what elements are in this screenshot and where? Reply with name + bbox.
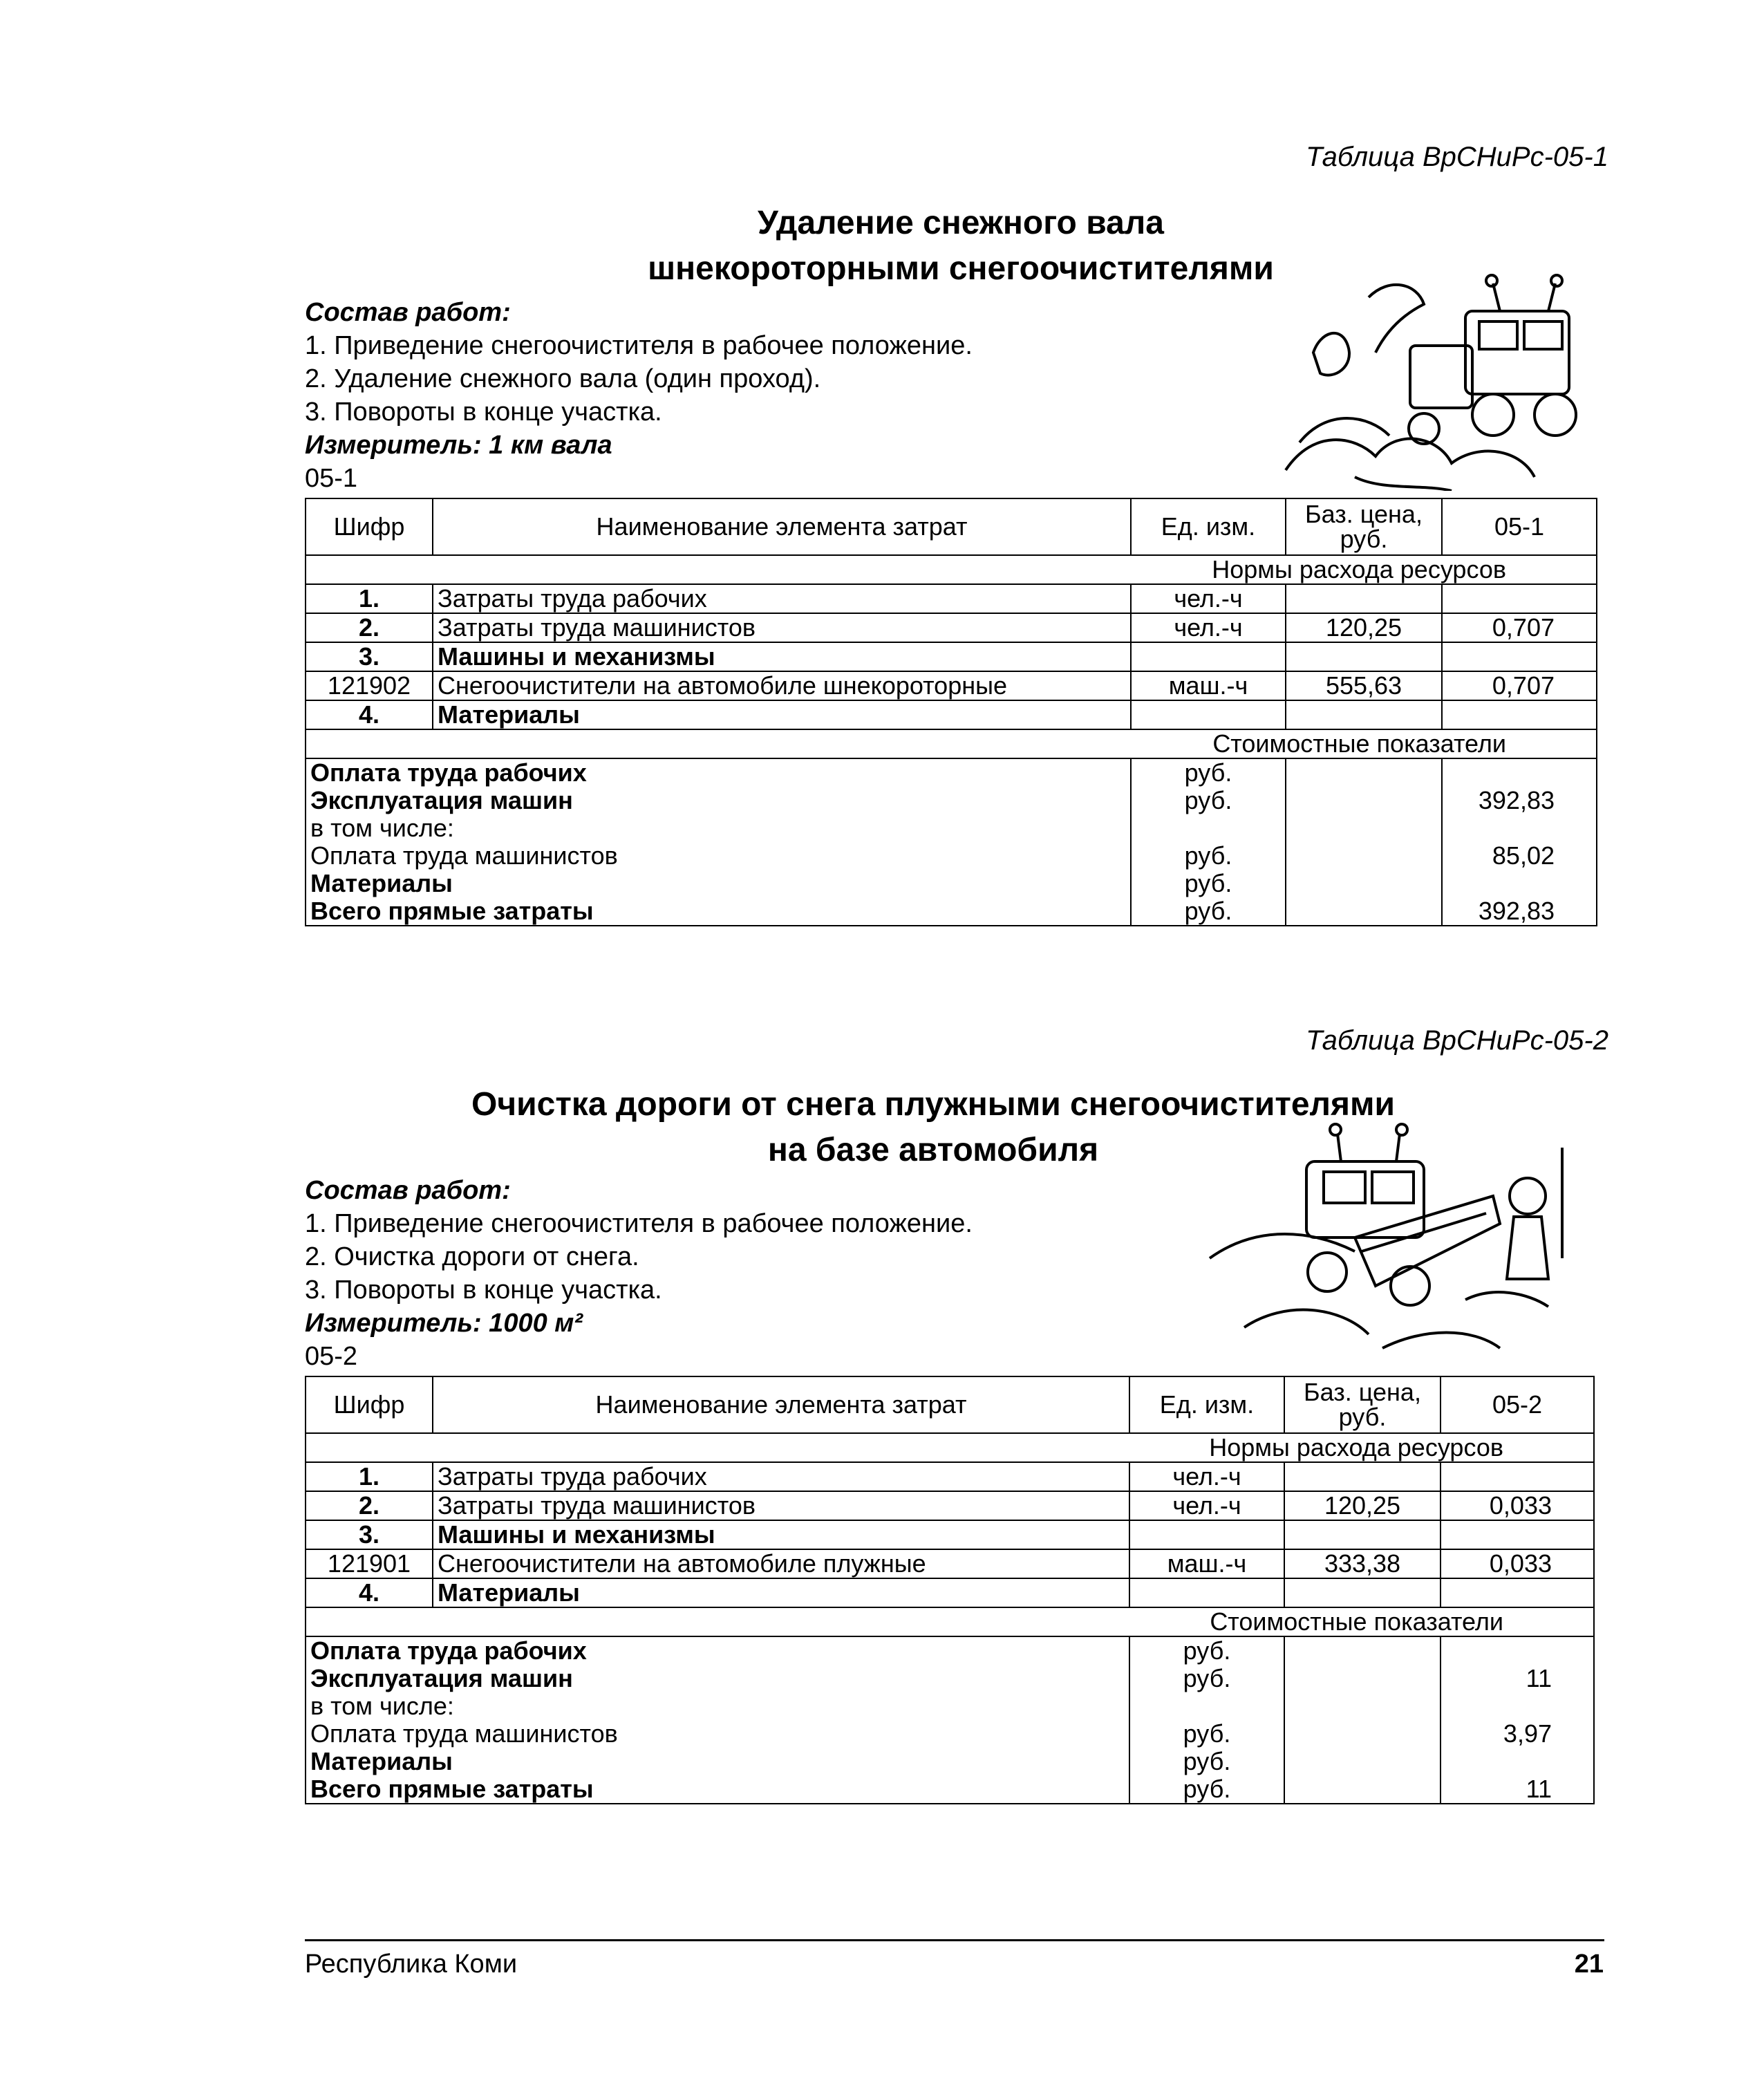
row-price: 120,25 [1286,613,1442,642]
footer-region: Республика Коми [305,1950,518,1979]
row-code: 2. [306,613,433,642]
composition-heading: Состав работ: [305,1176,511,1205]
row-name: Материалы [433,700,1131,729]
row-value: 0,033 [1441,1549,1594,1578]
header-price: Баз. цена, руб. [1284,1376,1441,1433]
section-norms: Нормы расхода ресурсов [306,1433,1594,1462]
table-row [306,1462,1594,1491]
row-value [1442,700,1597,729]
row-unit [1131,700,1286,729]
row-price [1284,1462,1441,1491]
row-value [1441,1520,1594,1549]
cost-value [1442,814,1597,842]
row-unit: маш.-ч [1131,671,1286,700]
cost-value [1441,1748,1594,1775]
header-code-col: 05-1 [1442,498,1597,555]
table-row [306,700,1597,729]
row-value: 0,033 [1441,1491,1594,1520]
row-unit [1131,642,1286,671]
cost-name: Материалы [306,870,1131,897]
page-number: 21 [1574,1950,1604,1979]
cost-row [306,758,1597,787]
table-label: Таблица ВрСНиРс-05-1 [1306,142,1608,172]
title-line: Очистка дороги от снега плужными снегоочистителями [471,1086,1396,1123]
cost-unit: руб. [1129,1665,1284,1692]
header-unit: Ед. изм. [1131,498,1286,555]
resource-table [305,498,1597,926]
row-price: 333,38 [1284,1549,1441,1578]
header-code: Шифр [306,1376,433,1433]
cost-row [306,814,1597,842]
header-code-col: 05-2 [1441,1376,1594,1433]
cost-row [306,897,1597,926]
cost-name: Эксплуатация машин [306,787,1131,814]
row-code: 1. [306,584,433,613]
cost-name: в том числе: [306,1692,1129,1720]
row-code: 3. [306,1520,433,1549]
table-label: Таблица ВрСНиРс-05-2 [1306,1025,1608,1056]
cost-unit: руб. [1131,842,1286,870]
cost-value: 3,97 [1441,1720,1594,1748]
cost-value: 11 [1441,1665,1594,1692]
cost-price [1286,787,1442,814]
row-name: Машины и механизмы [433,1520,1129,1549]
section-cost: Стоимостные показатели [306,729,1597,758]
cost-row [306,1748,1594,1775]
section-norms: Нормы расхода ресурсов [306,555,1597,584]
table-row [306,1520,1594,1549]
table-code: 05-1 [305,464,358,493]
table-row [306,613,1597,642]
cost-price [1284,1748,1441,1775]
cost-unit: руб. [1131,787,1286,814]
cost-name: Оплата труда машинистов [306,1720,1129,1748]
row-price: 120,25 [1284,1491,1441,1520]
title-line: шнекороторными снегоочистителями [648,250,1274,287]
step-item: 1. Приведение снегоочистителя в рабочее положение. [305,331,973,360]
table-row [306,1578,1594,1607]
cost-name: Оплата труда рабочих [306,758,1131,787]
row-price [1284,1520,1441,1549]
cost-row [306,1720,1594,1748]
cost-price [1286,814,1442,842]
row-name: Затраты труда рабочих [433,584,1131,613]
table-row [306,1549,1594,1578]
header-code: Шифр [306,498,433,555]
cost-price [1284,1636,1441,1665]
step-item: 2. Удаление снежного вала (один проход). [305,364,821,393]
cost-row [306,1636,1594,1665]
row-price [1286,584,1442,613]
row-code: 121901 [306,1549,433,1578]
cost-price [1284,1665,1441,1692]
row-name: Машины и механизмы [433,642,1131,671]
row-name: Снегоочистители на автомобиле плужные [433,1549,1129,1578]
row-unit [1129,1578,1284,1607]
cost-price [1286,758,1442,787]
cost-unit: руб. [1129,1720,1284,1748]
cost-value [1442,758,1597,787]
row-price [1286,700,1442,729]
cost-name: Оплата труда рабочих [306,1636,1129,1665]
row-value [1441,1462,1594,1491]
cost-row [306,1665,1594,1692]
row-unit: чел.-ч [1129,1491,1284,1520]
row-value: 0,707 [1442,671,1597,700]
step-item: 3. Повороты в конце участка. [305,1276,662,1305]
row-code: 4. [306,700,433,729]
row-value [1442,584,1597,613]
header-name: Наименование элемента затрат [433,1376,1129,1433]
cost-unit: руб. [1131,870,1286,897]
cost-unit: руб. [1129,1775,1284,1804]
resource-table [305,1376,1595,1804]
cost-price [1286,870,1442,897]
row-code: 3. [306,642,433,671]
table-code: 05-2 [305,1342,358,1371]
cost-unit [1129,1692,1284,1720]
step-item: 2. Очистка дороги от снега. [305,1242,639,1271]
table-row [306,584,1597,613]
cost-unit: руб. [1129,1748,1284,1775]
measure-unit: Измеритель: 1000 м² [305,1309,583,1338]
work-composition [305,296,973,495]
cost-row [306,1775,1594,1804]
snowblower-illustration [1272,270,1604,491]
step-item: 3. Повороты в конце участка. [305,398,662,427]
table-row [306,642,1597,671]
snowplow-illustration [1203,1120,1597,1362]
cost-row [306,870,1597,897]
row-name: Затраты труда машинистов [433,1491,1129,1520]
cost-value [1441,1692,1594,1720]
cost-name: Эксплуатация машин [306,1665,1129,1692]
row-name: Затраты труда рабочих [433,1462,1129,1491]
cost-unit: руб. [1131,897,1286,926]
footer-divider [305,1939,1604,1941]
cost-unit: руб. [1129,1636,1284,1665]
row-name: Материалы [433,1578,1129,1607]
cost-name: Материалы [306,1748,1129,1775]
section-cost: Стоимостные показатели [306,1607,1594,1636]
row-code: 121902 [306,671,433,700]
header-name: Наименование элемента затрат [433,498,1131,555]
title-line: на базе автомобиля [767,1132,1099,1168]
cost-name: Всего прямые затраты [306,1775,1129,1804]
cost-row [306,787,1597,814]
title-line: Удаление снежного вала [758,205,1164,241]
cost-value: 11 [1441,1775,1594,1804]
row-unit: чел.-ч [1131,613,1286,642]
cost-value [1442,870,1597,897]
row-unit [1129,1520,1284,1549]
cost-price [1286,897,1442,926]
row-price [1284,1578,1441,1607]
cost-price [1284,1692,1441,1720]
row-value [1442,642,1597,671]
row-name: Снегоочистители на автомобиле шнекороторные [433,671,1131,700]
cost-value: 392,83 [1442,787,1597,814]
cost-row [306,1692,1594,1720]
composition-heading: Состав работ: [305,298,511,327]
table-row [306,1491,1594,1520]
row-name: Затраты труда машинистов [433,613,1131,642]
cost-value: 392,83 [1442,897,1597,926]
cost-price [1284,1720,1441,1748]
cost-price [1286,842,1442,870]
row-code: 2. [306,1491,433,1520]
measure-unit: Измеритель: 1 км вала [305,431,612,460]
row-unit: маш.-ч [1129,1549,1284,1578]
cost-value [1441,1636,1594,1665]
row-unit: чел.-ч [1131,584,1286,613]
row-value [1441,1578,1594,1607]
work-composition [305,1174,973,1373]
table-row [306,671,1597,700]
row-value: 0,707 [1442,613,1597,642]
header-price: Баз. цена, руб. [1286,498,1442,555]
step-item: 1. Приведение снегоочистителя в рабочее положение. [305,1209,973,1238]
cost-name: в том числе: [306,814,1131,842]
cost-price [1284,1775,1441,1804]
cost-value: 85,02 [1442,842,1597,870]
row-price: 555,63 [1286,671,1442,700]
cost-unit [1131,814,1286,842]
cost-unit: руб. [1131,758,1286,787]
cost-row [306,842,1597,870]
header-unit: Ед. изм. [1129,1376,1284,1433]
cost-name: Всего прямые затраты [306,897,1131,926]
row-unit: чел.-ч [1129,1462,1284,1491]
row-price [1286,642,1442,671]
row-code: 1. [306,1462,433,1491]
row-code: 4. [306,1578,433,1607]
cost-name: Оплата труда машинистов [306,842,1131,870]
